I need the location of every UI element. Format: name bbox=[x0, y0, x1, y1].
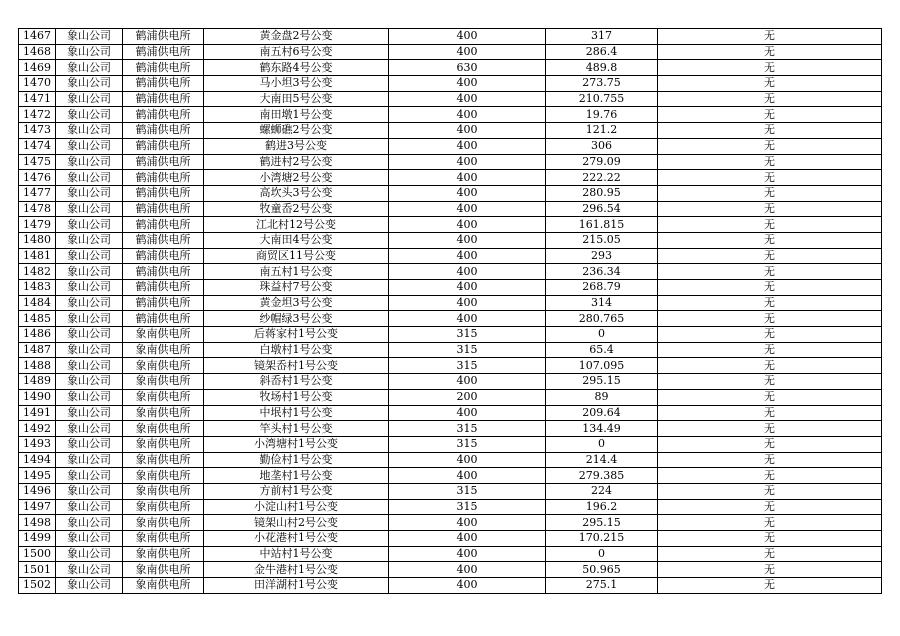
table-row bbox=[19, 358, 882, 374]
capacity-cell: 315 bbox=[389, 421, 546, 437]
table-row bbox=[19, 311, 882, 327]
table-row bbox=[19, 185, 882, 201]
company-cell: 象山公司 bbox=[56, 217, 123, 233]
row-number-cell: 1496 bbox=[19, 483, 56, 499]
company-cell: 象山公司 bbox=[56, 546, 123, 562]
remark-cell: 无 bbox=[658, 578, 882, 594]
company-cell: 象山公司 bbox=[56, 515, 123, 531]
supply-station-cell: 象南供电所 bbox=[123, 389, 204, 405]
table-row bbox=[19, 452, 882, 468]
supply-station-cell: 象南供电所 bbox=[123, 405, 204, 421]
company-cell: 象山公司 bbox=[56, 421, 123, 437]
company-cell: 象山公司 bbox=[56, 342, 123, 358]
supply-station-cell: 象南供电所 bbox=[123, 327, 204, 343]
row-number-cell: 1502 bbox=[19, 578, 56, 594]
supply-station-cell: 象南供电所 bbox=[123, 483, 204, 499]
transformer-name-cell: 勤俭村1号公变 bbox=[204, 452, 389, 468]
transformer-name-cell: 南五村6号公变 bbox=[204, 44, 389, 60]
transformer-name-cell: 江北村12号公变 bbox=[204, 217, 389, 233]
transformer-name-cell: 中站村1号公变 bbox=[204, 546, 389, 562]
company-cell: 象山公司 bbox=[56, 107, 123, 123]
company-cell: 象山公司 bbox=[56, 468, 123, 484]
load-value-cell: 89 bbox=[546, 389, 658, 405]
company-cell: 象山公司 bbox=[56, 44, 123, 60]
supply-station-cell: 象南供电所 bbox=[123, 546, 204, 562]
capacity-cell: 400 bbox=[389, 264, 546, 280]
remark-cell: 无 bbox=[658, 170, 882, 186]
capacity-cell: 400 bbox=[389, 91, 546, 107]
company-cell: 象山公司 bbox=[56, 483, 123, 499]
capacity-cell: 400 bbox=[389, 452, 546, 468]
load-value-cell: 0 bbox=[546, 436, 658, 452]
capacity-cell: 400 bbox=[389, 185, 546, 201]
table-row bbox=[19, 483, 882, 499]
capacity-cell: 400 bbox=[389, 29, 546, 45]
remark-cell: 无 bbox=[658, 546, 882, 562]
supply-station-cell: 鹤浦供电所 bbox=[123, 60, 204, 76]
transformer-name-cell: 珠益村7号公变 bbox=[204, 280, 389, 296]
company-cell: 象山公司 bbox=[56, 327, 123, 343]
capacity-cell: 315 bbox=[389, 342, 546, 358]
supply-station-cell: 象南供电所 bbox=[123, 515, 204, 531]
capacity-cell: 400 bbox=[389, 546, 546, 562]
capacity-cell: 400 bbox=[389, 374, 546, 390]
remark-cell: 无 bbox=[658, 436, 882, 452]
load-value-cell: 65.4 bbox=[546, 342, 658, 358]
transformer-name-cell: 镜架山村2号公变 bbox=[204, 515, 389, 531]
table-row bbox=[19, 342, 882, 358]
supply-station-cell: 鹤浦供电所 bbox=[123, 280, 204, 296]
load-value-cell: 0 bbox=[546, 327, 658, 343]
transformer-name-cell: 小湾塘村1号公变 bbox=[204, 436, 389, 452]
supply-station-cell: 鹤浦供电所 bbox=[123, 264, 204, 280]
load-value-cell: 0 bbox=[546, 546, 658, 562]
row-number-cell: 1487 bbox=[19, 342, 56, 358]
remark-cell: 无 bbox=[658, 405, 882, 421]
supply-station-cell: 鹤浦供电所 bbox=[123, 76, 204, 92]
load-value-cell: 236.34 bbox=[546, 264, 658, 280]
capacity-cell: 400 bbox=[389, 217, 546, 233]
table-row bbox=[19, 76, 882, 92]
row-number-cell: 1498 bbox=[19, 515, 56, 531]
company-cell: 象山公司 bbox=[56, 138, 123, 154]
remark-cell: 无 bbox=[658, 280, 882, 296]
load-value-cell: 222.22 bbox=[546, 170, 658, 186]
load-value-cell: 196.2 bbox=[546, 499, 658, 515]
table-row bbox=[19, 248, 882, 264]
capacity-cell: 400 bbox=[389, 311, 546, 327]
remark-cell: 无 bbox=[658, 295, 882, 311]
company-cell: 象山公司 bbox=[56, 499, 123, 515]
transformer-name-cell: 小淀山村1号公变 bbox=[204, 499, 389, 515]
supply-station-cell: 鹤浦供电所 bbox=[123, 232, 204, 248]
company-cell: 象山公司 bbox=[56, 76, 123, 92]
load-value-cell: 107.095 bbox=[546, 358, 658, 374]
transformer-table bbox=[18, 28, 882, 594]
table-row bbox=[19, 515, 882, 531]
row-number-cell: 1474 bbox=[19, 138, 56, 154]
transformer-name-cell: 南田墩1号公变 bbox=[204, 107, 389, 123]
row-number-cell: 1500 bbox=[19, 546, 56, 562]
load-value-cell: 214.4 bbox=[546, 452, 658, 468]
supply-station-cell: 象南供电所 bbox=[123, 374, 204, 390]
remark-cell: 无 bbox=[658, 264, 882, 280]
remark-cell: 无 bbox=[658, 342, 882, 358]
company-cell: 象山公司 bbox=[56, 170, 123, 186]
table-row bbox=[19, 154, 882, 170]
remark-cell: 无 bbox=[658, 123, 882, 139]
remark-cell: 无 bbox=[658, 374, 882, 390]
row-number-cell: 1480 bbox=[19, 232, 56, 248]
company-cell: 象山公司 bbox=[56, 280, 123, 296]
remark-cell: 无 bbox=[658, 201, 882, 217]
company-cell: 象山公司 bbox=[56, 311, 123, 327]
remark-cell: 无 bbox=[658, 499, 882, 515]
transformer-name-cell: 斜岙村1号公变 bbox=[204, 374, 389, 390]
row-number-cell: 1484 bbox=[19, 295, 56, 311]
transformer-name-cell: 镜架岙村1号公变 bbox=[204, 358, 389, 374]
company-cell: 象山公司 bbox=[56, 154, 123, 170]
capacity-cell: 400 bbox=[389, 123, 546, 139]
company-cell: 象山公司 bbox=[56, 91, 123, 107]
row-number-cell: 1494 bbox=[19, 452, 56, 468]
capacity-cell: 400 bbox=[389, 232, 546, 248]
row-number-cell: 1490 bbox=[19, 389, 56, 405]
load-value-cell: 279.385 bbox=[546, 468, 658, 484]
company-cell: 象山公司 bbox=[56, 374, 123, 390]
load-value-cell: 295.15 bbox=[546, 374, 658, 390]
remark-cell: 无 bbox=[658, 138, 882, 154]
table-row bbox=[19, 60, 882, 76]
supply-station-cell: 鹤浦供电所 bbox=[123, 123, 204, 139]
row-number-cell: 1477 bbox=[19, 185, 56, 201]
supply-station-cell: 鹤浦供电所 bbox=[123, 138, 204, 154]
transformer-name-cell: 大南田4号公变 bbox=[204, 232, 389, 248]
remark-cell: 无 bbox=[658, 358, 882, 374]
table-row bbox=[19, 468, 882, 484]
row-number-cell: 1497 bbox=[19, 499, 56, 515]
load-value-cell: 314 bbox=[546, 295, 658, 311]
table-row bbox=[19, 389, 882, 405]
row-number-cell: 1469 bbox=[19, 60, 56, 76]
capacity-cell: 400 bbox=[389, 295, 546, 311]
remark-cell: 无 bbox=[658, 327, 882, 343]
table-row bbox=[19, 562, 882, 578]
row-number-cell: 1483 bbox=[19, 280, 56, 296]
row-number-cell: 1475 bbox=[19, 154, 56, 170]
supply-station-cell: 鹤浦供电所 bbox=[123, 107, 204, 123]
supply-station-cell: 象南供电所 bbox=[123, 531, 204, 547]
row-number-cell: 1492 bbox=[19, 421, 56, 437]
company-cell: 象山公司 bbox=[56, 389, 123, 405]
table-row bbox=[19, 405, 882, 421]
load-value-cell: 306 bbox=[546, 138, 658, 154]
supply-station-cell: 象南供电所 bbox=[123, 499, 204, 515]
capacity-cell: 315 bbox=[389, 358, 546, 374]
company-cell: 象山公司 bbox=[56, 295, 123, 311]
capacity-cell: 400 bbox=[389, 170, 546, 186]
table-row bbox=[19, 170, 882, 186]
load-value-cell: 209.64 bbox=[546, 405, 658, 421]
remark-cell: 无 bbox=[658, 562, 882, 578]
transformer-name-cell: 牧童岙2号公变 bbox=[204, 201, 389, 217]
remark-cell: 无 bbox=[658, 44, 882, 60]
table-row bbox=[19, 138, 882, 154]
transformer-name-cell: 鹤东路4号公变 bbox=[204, 60, 389, 76]
supply-station-cell: 鹤浦供电所 bbox=[123, 44, 204, 60]
capacity-cell: 315 bbox=[389, 499, 546, 515]
supply-station-cell: 鹤浦供电所 bbox=[123, 311, 204, 327]
company-cell: 象山公司 bbox=[56, 452, 123, 468]
row-number-cell: 1501 bbox=[19, 562, 56, 578]
supply-station-cell: 象南供电所 bbox=[123, 452, 204, 468]
company-cell: 象山公司 bbox=[56, 248, 123, 264]
supply-station-cell: 鹤浦供电所 bbox=[123, 91, 204, 107]
table-row bbox=[19, 91, 882, 107]
row-number-cell: 1481 bbox=[19, 248, 56, 264]
table-row bbox=[19, 280, 882, 296]
row-number-cell: 1485 bbox=[19, 311, 56, 327]
table-row bbox=[19, 217, 882, 233]
remark-cell: 无 bbox=[658, 154, 882, 170]
load-value-cell: 280.765 bbox=[546, 311, 658, 327]
load-value-cell: 170.215 bbox=[546, 531, 658, 547]
supply-station-cell: 鹤浦供电所 bbox=[123, 170, 204, 186]
transformer-name-cell: 竿头村1号公变 bbox=[204, 421, 389, 437]
transformer-name-cell: 黄金盘2号公变 bbox=[204, 29, 389, 45]
company-cell: 象山公司 bbox=[56, 264, 123, 280]
transformer-name-cell: 鹤进3号公变 bbox=[204, 138, 389, 154]
transformer-name-cell: 白墩村1号公变 bbox=[204, 342, 389, 358]
capacity-cell: 400 bbox=[389, 201, 546, 217]
capacity-cell: 400 bbox=[389, 154, 546, 170]
capacity-cell: 400 bbox=[389, 468, 546, 484]
load-value-cell: 295.15 bbox=[546, 515, 658, 531]
row-number-cell: 1499 bbox=[19, 531, 56, 547]
table-row bbox=[19, 374, 882, 390]
company-cell: 象山公司 bbox=[56, 578, 123, 594]
row-number-cell: 1478 bbox=[19, 201, 56, 217]
remark-cell: 无 bbox=[658, 29, 882, 45]
transformer-name-cell: 小花港村1号公变 bbox=[204, 531, 389, 547]
company-cell: 象山公司 bbox=[56, 60, 123, 76]
remark-cell: 无 bbox=[658, 76, 882, 92]
load-value-cell: 286.4 bbox=[546, 44, 658, 60]
transformer-name-cell: 中垊村1号公变 bbox=[204, 405, 389, 421]
load-value-cell: 273.75 bbox=[546, 76, 658, 92]
company-cell: 象山公司 bbox=[56, 405, 123, 421]
load-value-cell: 293 bbox=[546, 248, 658, 264]
transformer-name-cell: 金牛港村1号公变 bbox=[204, 562, 389, 578]
table-row bbox=[19, 29, 882, 45]
transformer-name-cell: 鹤进村2号公变 bbox=[204, 154, 389, 170]
remark-cell: 无 bbox=[658, 217, 882, 233]
transformer-name-cell: 南五村1号公变 bbox=[204, 264, 389, 280]
capacity-cell: 400 bbox=[389, 107, 546, 123]
table-row bbox=[19, 327, 882, 343]
load-value-cell: 280.95 bbox=[546, 185, 658, 201]
transformer-name-cell: 小湾塘2号公变 bbox=[204, 170, 389, 186]
remark-cell: 无 bbox=[658, 483, 882, 499]
row-number-cell: 1488 bbox=[19, 358, 56, 374]
remark-cell: 无 bbox=[658, 515, 882, 531]
row-number-cell: 1495 bbox=[19, 468, 56, 484]
company-cell: 象山公司 bbox=[56, 358, 123, 374]
row-number-cell: 1491 bbox=[19, 405, 56, 421]
transformer-name-cell: 地垄村1号公变 bbox=[204, 468, 389, 484]
table-row bbox=[19, 578, 882, 594]
capacity-cell: 400 bbox=[389, 578, 546, 594]
supply-station-cell: 象南供电所 bbox=[123, 358, 204, 374]
row-number-cell: 1468 bbox=[19, 44, 56, 60]
capacity-cell: 400 bbox=[389, 44, 546, 60]
remark-cell: 无 bbox=[658, 185, 882, 201]
capacity-cell: 315 bbox=[389, 436, 546, 452]
capacity-cell: 400 bbox=[389, 280, 546, 296]
load-value-cell: 215.05 bbox=[546, 232, 658, 248]
load-value-cell: 279.09 bbox=[546, 154, 658, 170]
company-cell: 象山公司 bbox=[56, 232, 123, 248]
capacity-cell: 315 bbox=[389, 483, 546, 499]
table-row bbox=[19, 531, 882, 547]
load-value-cell: 224 bbox=[546, 483, 658, 499]
capacity-cell: 400 bbox=[389, 515, 546, 531]
capacity-cell: 400 bbox=[389, 531, 546, 547]
supply-station-cell: 象南供电所 bbox=[123, 468, 204, 484]
transformer-name-cell: 大南田5号公变 bbox=[204, 91, 389, 107]
capacity-cell: 630 bbox=[389, 60, 546, 76]
company-cell: 象山公司 bbox=[56, 201, 123, 217]
table-row bbox=[19, 264, 882, 280]
transformer-name-cell: 田洋湖村1号公变 bbox=[204, 578, 389, 594]
capacity-cell: 400 bbox=[389, 76, 546, 92]
supply-station-cell: 鹤浦供电所 bbox=[123, 295, 204, 311]
supply-station-cell: 鹤浦供电所 bbox=[123, 201, 204, 217]
remark-cell: 无 bbox=[658, 311, 882, 327]
company-cell: 象山公司 bbox=[56, 123, 123, 139]
row-number-cell: 1472 bbox=[19, 107, 56, 123]
load-value-cell: 296.54 bbox=[546, 201, 658, 217]
table-row bbox=[19, 295, 882, 311]
capacity-cell: 400 bbox=[389, 562, 546, 578]
supply-station-cell: 象南供电所 bbox=[123, 578, 204, 594]
row-number-cell: 1493 bbox=[19, 436, 56, 452]
supply-station-cell: 鹤浦供电所 bbox=[123, 185, 204, 201]
table-row bbox=[19, 201, 882, 217]
load-value-cell: 50.965 bbox=[546, 562, 658, 578]
load-value-cell: 161.815 bbox=[546, 217, 658, 233]
row-number-cell: 1467 bbox=[19, 29, 56, 45]
transformer-name-cell: 高坎头3号公变 bbox=[204, 185, 389, 201]
load-value-cell: 489.8 bbox=[546, 60, 658, 76]
capacity-cell: 200 bbox=[389, 389, 546, 405]
transformer-name-cell: 螺蛳礁2号公变 bbox=[204, 123, 389, 139]
table-row bbox=[19, 44, 882, 60]
supply-station-cell: 鹤浦供电所 bbox=[123, 248, 204, 264]
remark-cell: 无 bbox=[658, 531, 882, 547]
remark-cell: 无 bbox=[658, 421, 882, 437]
supply-station-cell: 鹤浦供电所 bbox=[123, 217, 204, 233]
table-row bbox=[19, 436, 882, 452]
supply-station-cell: 鹤浦供电所 bbox=[123, 29, 204, 45]
remark-cell: 无 bbox=[658, 389, 882, 405]
table-row bbox=[19, 421, 882, 437]
capacity-cell: 400 bbox=[389, 138, 546, 154]
row-number-cell: 1486 bbox=[19, 327, 56, 343]
row-number-cell: 1470 bbox=[19, 76, 56, 92]
company-cell: 象山公司 bbox=[56, 562, 123, 578]
row-number-cell: 1479 bbox=[19, 217, 56, 233]
row-number-cell: 1476 bbox=[19, 170, 56, 186]
table-row bbox=[19, 499, 882, 515]
transformer-name-cell: 牧场村1号公变 bbox=[204, 389, 389, 405]
load-value-cell: 19.76 bbox=[546, 107, 658, 123]
company-cell: 象山公司 bbox=[56, 531, 123, 547]
transformer-name-cell: 后蒋家村1号公变 bbox=[204, 327, 389, 343]
capacity-cell: 400 bbox=[389, 405, 546, 421]
remark-cell: 无 bbox=[658, 60, 882, 76]
company-cell: 象山公司 bbox=[56, 185, 123, 201]
load-value-cell: 134.49 bbox=[546, 421, 658, 437]
transformer-name-cell: 方前村1号公变 bbox=[204, 483, 389, 499]
load-value-cell: 317 bbox=[546, 29, 658, 45]
table-row bbox=[19, 123, 882, 139]
load-value-cell: 210.755 bbox=[546, 91, 658, 107]
remark-cell: 无 bbox=[658, 107, 882, 123]
remark-cell: 无 bbox=[658, 91, 882, 107]
remark-cell: 无 bbox=[658, 452, 882, 468]
transformer-name-cell: 商贸区11号公变 bbox=[204, 248, 389, 264]
table-row bbox=[19, 546, 882, 562]
table-row bbox=[19, 232, 882, 248]
supply-station-cell: 象南供电所 bbox=[123, 421, 204, 437]
load-value-cell: 121.2 bbox=[546, 123, 658, 139]
table-body bbox=[19, 29, 882, 594]
row-number-cell: 1471 bbox=[19, 91, 56, 107]
remark-cell: 无 bbox=[658, 248, 882, 264]
table-row bbox=[19, 107, 882, 123]
company-cell: 象山公司 bbox=[56, 29, 123, 45]
load-value-cell: 268.79 bbox=[546, 280, 658, 296]
supply-station-cell: 象南供电所 bbox=[123, 562, 204, 578]
row-number-cell: 1473 bbox=[19, 123, 56, 139]
remark-cell: 无 bbox=[658, 468, 882, 484]
capacity-cell: 315 bbox=[389, 327, 546, 343]
row-number-cell: 1489 bbox=[19, 374, 56, 390]
row-number-cell: 1482 bbox=[19, 264, 56, 280]
transformer-name-cell: 纱帽绿3号公变 bbox=[204, 311, 389, 327]
supply-station-cell: 象南供电所 bbox=[123, 342, 204, 358]
supply-station-cell: 象南供电所 bbox=[123, 436, 204, 452]
transformer-name-cell: 马小坦3号公变 bbox=[204, 76, 389, 92]
company-cell: 象山公司 bbox=[56, 436, 123, 452]
supply-station-cell: 鹤浦供电所 bbox=[123, 154, 204, 170]
remark-cell: 无 bbox=[658, 232, 882, 248]
load-value-cell: 275.1 bbox=[546, 578, 658, 594]
transformer-name-cell: 黄金坦3号公变 bbox=[204, 295, 389, 311]
capacity-cell: 400 bbox=[389, 248, 546, 264]
